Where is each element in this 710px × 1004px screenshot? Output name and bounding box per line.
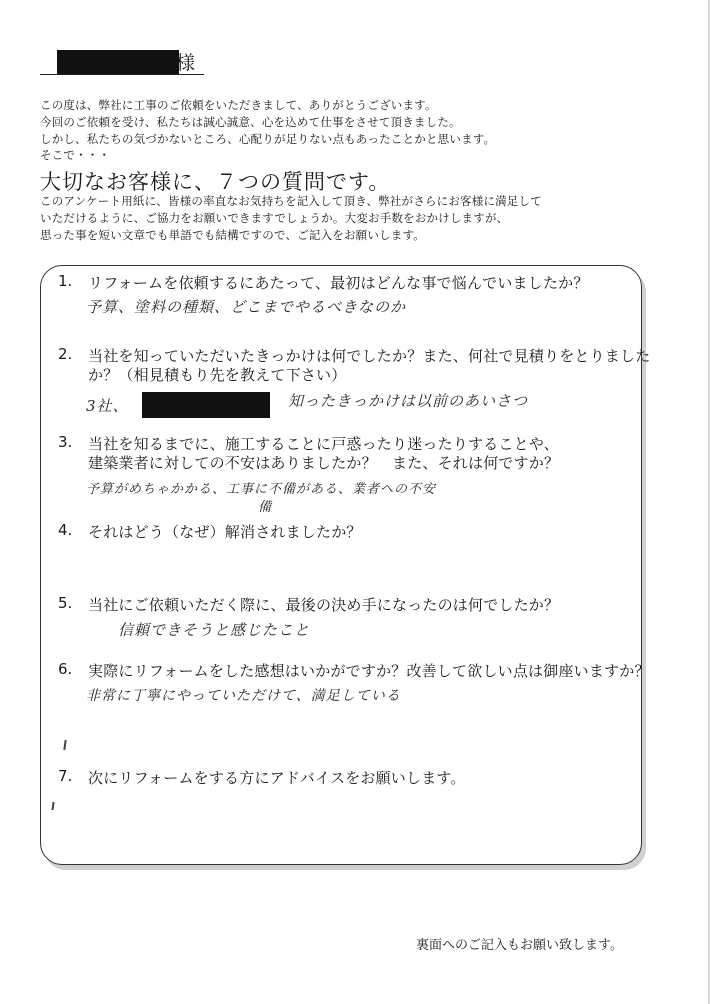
question-text: それはどう（なぜ）解消されましたか？ [88, 523, 362, 541]
question-text: リフォームを依頼するにあたって、最初はどんな事で悩んでいましたか？ [88, 274, 589, 292]
question-text: 当社を知るまでに、施工することに戸惑ったり迷ったりすることや、 [88, 435, 559, 453]
request-line: このアンケート用紙に、皆様の率直なお気持ちを記入して頂き、弊社がさらにお客様に満足して [40, 194, 542, 208]
intro-line: しかし、私たちの気づかないところ、心配りが足りない点もあったことかと思います。 [40, 132, 496, 146]
intro-line: この度は、弊社に工事のご依頼をいただきまして、ありがとうございます。 [40, 98, 437, 112]
handwritten-answer: 非常に丁寧にやっていただけて、満足している [86, 688, 401, 704]
intro-line: そこで・・・ [40, 148, 111, 162]
question-number: 1. [58, 272, 73, 290]
headline: 大切なお客様に、７つの質問です。 [40, 170, 391, 194]
handwritten-answer: 知ったきっかけは以前のあいさつ [288, 392, 529, 410]
handwritten-answer: 信頼できそうと感じたこと [118, 621, 311, 639]
question-number: 5. [58, 594, 73, 612]
honorific: 様 [176, 52, 196, 74]
request-line: いただけるように、ご協力をお願いできますでしょうか。大変お手数をおかけしますが、 [40, 211, 509, 225]
handwritten-answer-count: 3社、 [86, 397, 129, 415]
redacted-company [142, 392, 270, 418]
handwritten-answer: 予算がめちゃかかる、工事に不備がある、業者への不安 [86, 482, 437, 497]
request-line: 思った事を短い文章でも単語でも結構ですので、ご記入をお願いします。 [40, 228, 425, 242]
question-number: 2. [58, 345, 73, 363]
question-text: か？（相見積もり先を教えて下さい） [88, 366, 347, 384]
question-number: 6. [58, 660, 73, 678]
question-text: 当社にご依頼いただく際に、最後の決め手になったのは何でしたか？ [88, 596, 560, 614]
back-side-note: 裏面へのご記入もお願い致します。 [416, 938, 623, 953]
handwritten-answer: 予算、塗料の種類、どこまでやるべきなのか [86, 298, 407, 316]
question-text: 当社を知っていただいたきっかけは何でしたか？また、何社で見積りをとりました [88, 347, 651, 365]
question-number: 4. [58, 521, 73, 539]
handwritten-note: 備 [258, 500, 273, 515]
question-text: 実際にリフォームをした感想はいかがですか？改善して欲しい点は御座いますか？ [88, 662, 650, 680]
redacted-name [57, 50, 179, 74]
question-number: 7. [58, 767, 73, 785]
question-number: 3. [58, 433, 73, 451]
intro-line: 今回のご依頼を受け、私たちは誠心誠意、心を込めて仕事をさせて頂きました。 [40, 115, 461, 129]
question-text: 建築業者に対しての不安はありましたか？ また、それは何ですか？ [88, 454, 560, 472]
question-text: 次にリフォームをする方にアドバイスをお願いします。 [88, 769, 466, 787]
